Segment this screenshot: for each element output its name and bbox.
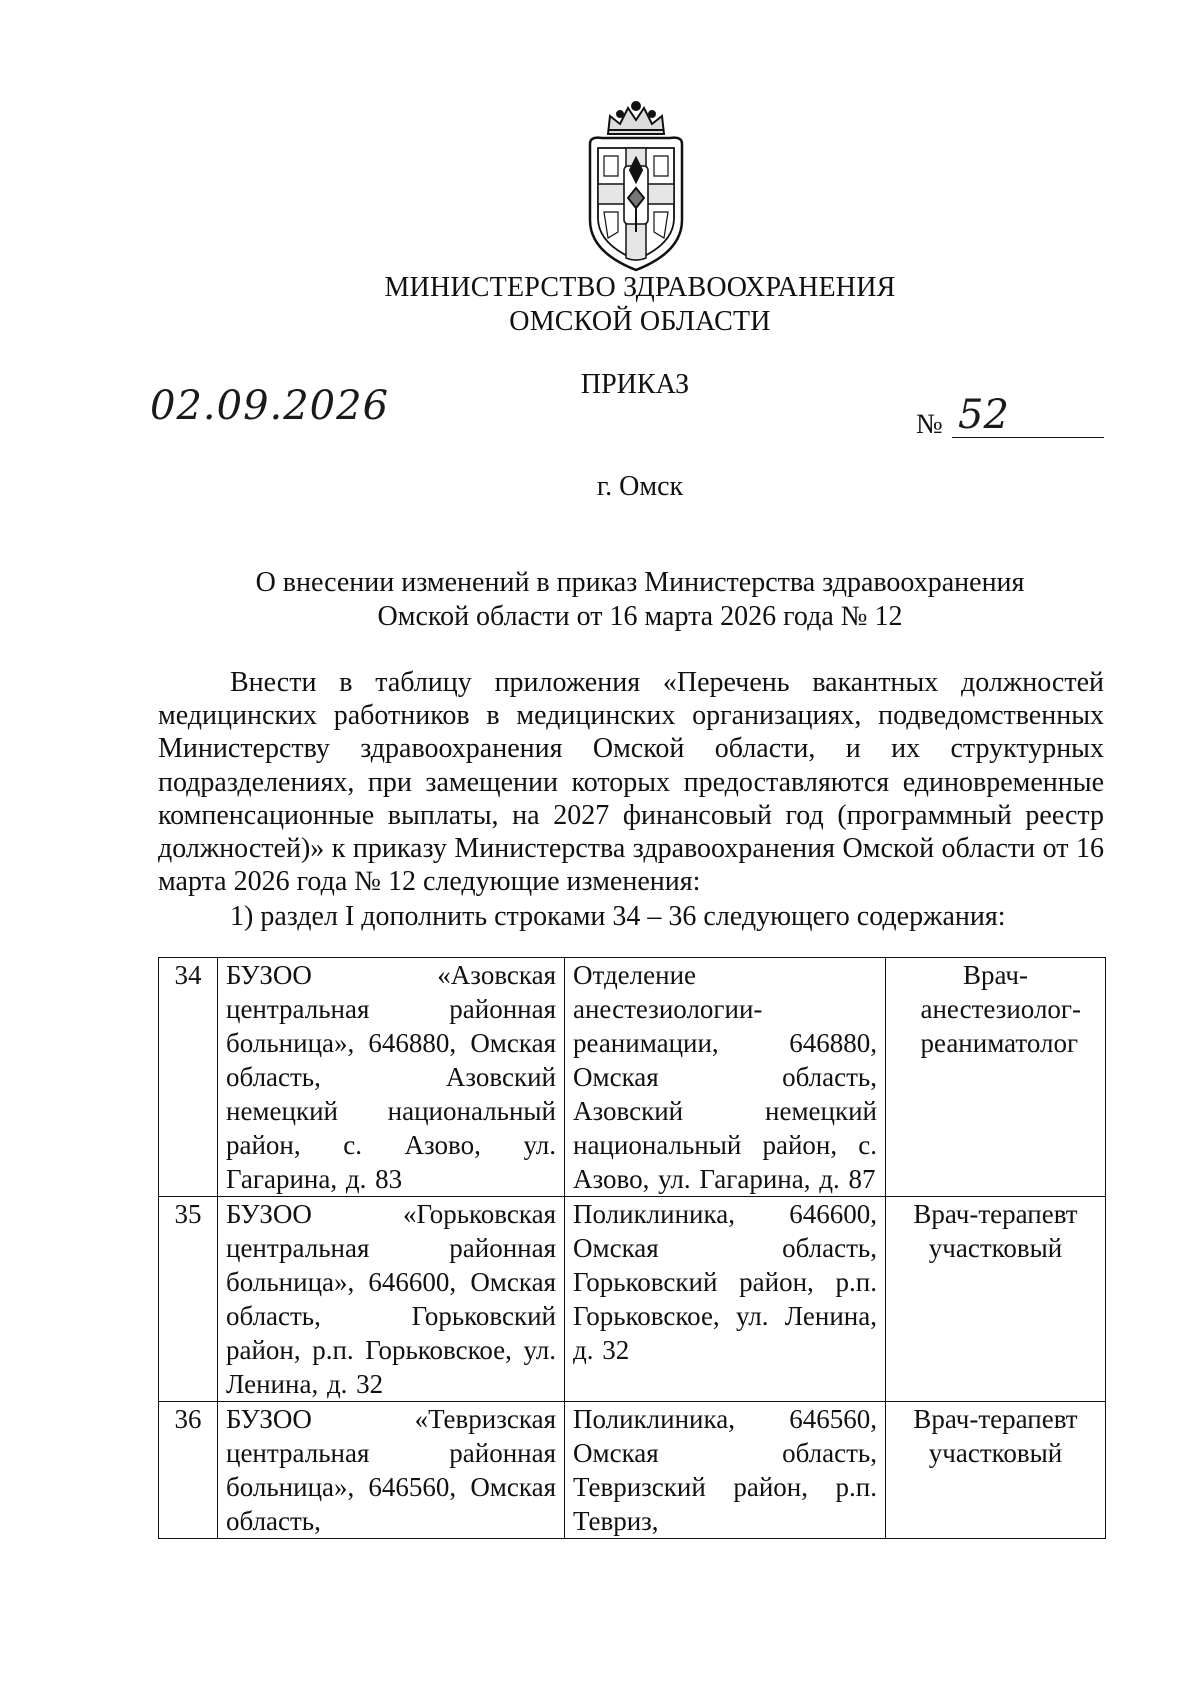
handwritten-number: 52 (958, 392, 1009, 438)
number-label: № (916, 409, 943, 440)
position-cell (886, 1402, 1106, 1539)
subject-line1: О внесении изменений в приказ Министерства здравоохранения (255, 567, 1025, 598)
ministry-name-line2: ОМСКОЙ ОБЛАСТИ (509, 306, 771, 337)
omsk-oblast-coat-of-arms-icon (580, 100, 692, 275)
organization-cell (218, 1197, 565, 1402)
department-cell (565, 1402, 886, 1539)
city: г. Омск (596, 471, 684, 502)
department-cell (565, 958, 886, 1197)
position-text: Врач-терапевт участковый (913, 1404, 1078, 1468)
department-cell (565, 1197, 886, 1402)
ministry-name-line1: МИНИСТЕРСТВО ЗДРАВООХРАНЕНИЯ (384, 272, 896, 303)
number-underline (952, 437, 1104, 438)
organization-text: БУЗОО «Горьковская центральная районная больница», 646600, Омская область, Горьковский район, р.п. Горьковское, ул. Ленина, д. 32 (226, 1199, 556, 1399)
row-number: 36 (159, 1402, 218, 1539)
subject-line2: Омской области от 16 марта 2026 года № 12 (377, 601, 903, 632)
table-row (159, 1402, 1106, 1539)
position-text: Врач-терапевт участковый (913, 1199, 1078, 1263)
table-row (159, 1197, 1106, 1402)
row-number: 35 (159, 1197, 218, 1402)
body-paragraph: Внести в таблицу приложения «Перечень вакантных должностей медицинских работников в медицинских организациях, подведомственных Министерству здравоохранения Омской области, и их структурных подразделениях, при замещении которых предоставляются единовременные компенсационные выплаты, на 2027 финансовый год (программный реестр должностей)» к приказу Министерства здравоохранения Омской области от 16 марта 2026 года № 12 следующие изменения: (158, 667, 1104, 898)
department-text: Отделение анестезиологии-реанимации, 646880, Омская область, Азовский немецкий национальный район, с. Азово, ул. Гагарина, д. 87 (573, 960, 877, 1194)
position-text: Врач-анестезиолог-реаниматолог (920, 960, 1081, 1058)
position-cell (886, 958, 1106, 1197)
organization-cell (218, 1402, 565, 1539)
vacancies-table (158, 957, 1106, 1539)
organization-cell (218, 958, 565, 1197)
department-text: Поликлиника, 646560, Омская область, Тевризский район, р.п. Тевриз, (573, 1404, 877, 1536)
document-type: ПРИКАЗ (580, 369, 690, 400)
row-number: 34 (159, 958, 218, 1197)
organization-text: БУЗОО «Азовская центральная районная больница», 646880, Омская область, Азовский немецкий национальный район, с. Азово, ул. Гагарина, д. 83 (226, 960, 556, 1194)
list-item-1: 1) раздел I дополнить строками 34 – 36 следующего содержания: (230, 901, 1006, 932)
organization-text: БУЗОО «Тевризская центральная районная больница», 646560, Омская область, (226, 1404, 556, 1536)
table-row (159, 958, 1106, 1197)
handwritten-date: 02.09.2026 (150, 383, 390, 429)
position-cell (886, 1197, 1106, 1402)
department-text: Поликлиника, 646600, Омская область, Горьковский район, р.п. Горьковское, ул. Ленина, д. 32 (573, 1199, 877, 1365)
